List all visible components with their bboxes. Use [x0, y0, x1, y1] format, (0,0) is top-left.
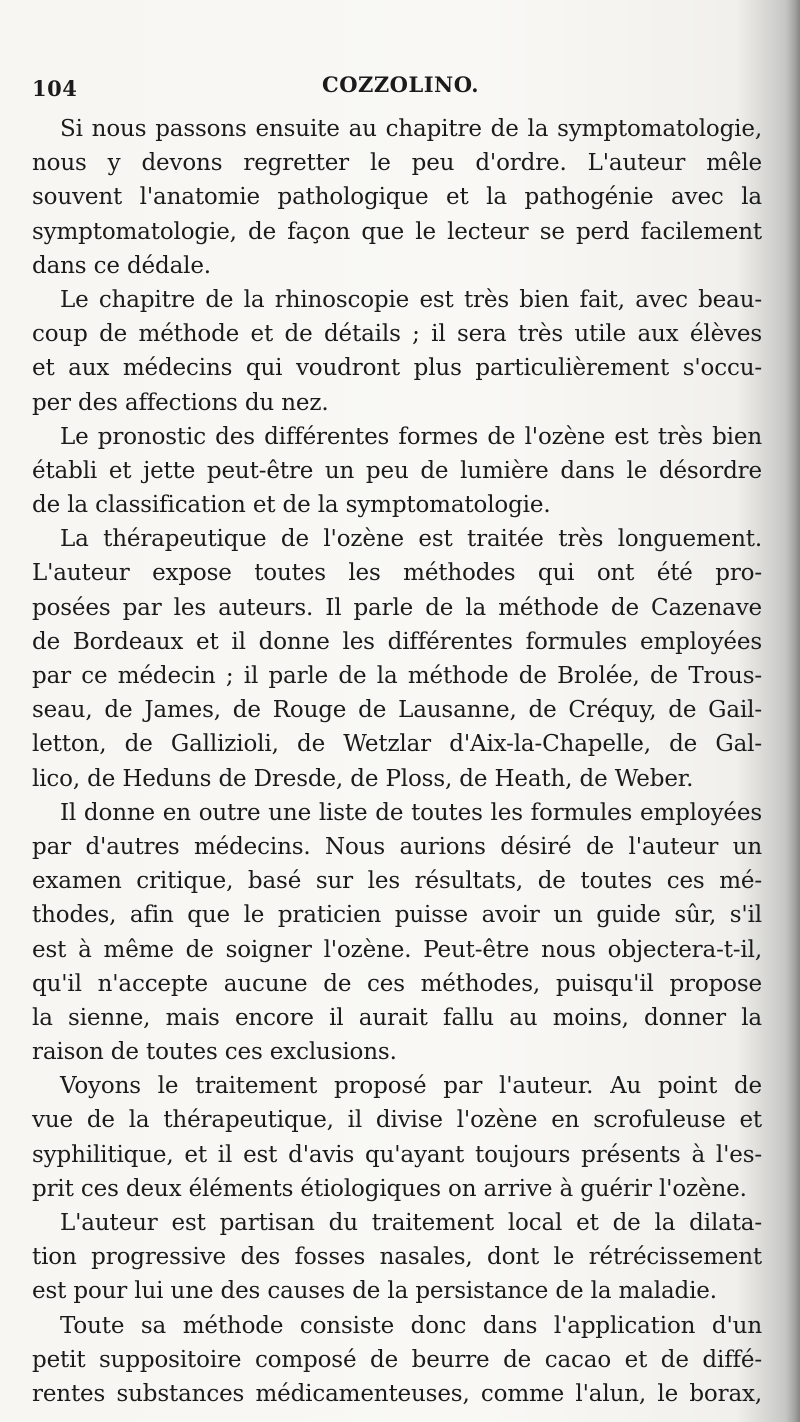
text-line: prit ces deux éléments étiologiques on arrive à guérir l'ozène.	[32, 1175, 747, 1202]
text-line: est pour lui une des causes de la persistance de la maladie.	[32, 1278, 717, 1305]
text-line: letton, de Gallizioli, de Wetzlar d'Aix-la-Chapelle, de Gal-	[32, 731, 762, 758]
text-line: symptomatologie, de façon que le lecteur se perd facilement	[32, 218, 762, 245]
text-line: Toute sa méthode consiste donc dans l'application d'un	[60, 1312, 762, 1339]
text-line: Il donne en outre une liste de toutes les formules employées	[60, 799, 762, 826]
text-line: seau, de James, de Rouge de Lausanne, de Créquy, de Gail-	[32, 697, 762, 724]
text-line: La thérapeutique de l'ozène est traitée très longuement.	[60, 526, 762, 553]
body-text	[32, 112, 762, 1411]
text-line: la sienne, mais encore il aurait fallu au moins, donner la	[32, 1004, 762, 1031]
text-line: vue de la thérapeutique, il divise l'ozène en scrofuleuse et	[32, 1107, 762, 1134]
text-line: rentes substances médicamenteuses, comme l'alun, le borax,	[32, 1380, 762, 1407]
text-line: examen critique, basé sur les résultats, de toutes ces mé-	[32, 868, 762, 895]
text-line: posées par les auteurs. Il parle de la méthode de Cazenave	[32, 594, 762, 621]
text-line: Le pronostic des différentes formes de l'ozène est très bien	[60, 423, 762, 450]
text-line: souvent l'anatomie pathologique et la pathogénie avec la	[32, 184, 762, 211]
text-line: Si nous passons ensuite au chapitre de la symptomatologie,	[60, 116, 762, 142]
page-edge-shadow	[786, 0, 800, 1422]
text-line: L'auteur est partisan du traitement local et de la dilata-	[60, 1210, 762, 1236]
text-line: nous y devons regretter le peu d'ordre. L'auteur mêle	[32, 150, 762, 177]
text-line: et aux médecins qui voudront plus particulièrement s'occu-	[32, 355, 762, 382]
text-line: coup de méthode et de détails ; il sera très utile aux élèves	[32, 321, 762, 348]
text-line: par d'autres médecins. Nous aurions désiré de l'auteur un	[32, 833, 762, 860]
text-line: est à même de soigner l'ozène. Peut-être nous objectera-t-il,	[32, 936, 762, 963]
text-line: tion progressive des fosses nasales, dont le rétrécissement	[32, 1244, 762, 1271]
text-line: Le chapitre de la rhinoscopie est très bien fait, avec beau-	[60, 286, 762, 313]
text-line: dans ce dédale.	[32, 252, 211, 279]
text-line: Voyons le traitement proposé par l'auteur. Au point de	[60, 1073, 762, 1100]
text-line: syphilitique, et il est d'avis qu'ayant toujours présents à l'es-	[32, 1141, 762, 1168]
text-line: raison de toutes ces exclusions.	[32, 1039, 397, 1066]
page-number: 104	[32, 76, 78, 101]
text-line: de la classification et de la symptomatologie.	[32, 492, 551, 519]
text-line: petit suppositoire composé de beurre de cacao et de diffé-	[32, 1346, 762, 1373]
page-header	[32, 66, 762, 106]
text-line: de Bordeaux et il donne les différentes formules employées	[32, 628, 762, 655]
running-head: COZZOLINO.	[322, 72, 480, 97]
text-line: thodes, afin que le praticien puisse avoir un guide sûr, s'il	[32, 902, 762, 929]
text-line: L'auteur expose toutes les méthodes qui ont été pro-	[32, 560, 762, 587]
text-line: établi et jette peut-être un peu de lumière dans le désordre	[32, 457, 762, 484]
text-line: per des affections du nez.	[32, 389, 329, 416]
text-line: lico, de Heduns de Dresde, de Ploss, de Heath, de Weber.	[32, 765, 694, 792]
text-line: qu'il n'accepte aucune de ces méthodes, puisqu'il propose	[32, 970, 762, 997]
text-line: par ce médecin ; il parle de la méthode de Brolée, de Trous-	[32, 663, 762, 689]
